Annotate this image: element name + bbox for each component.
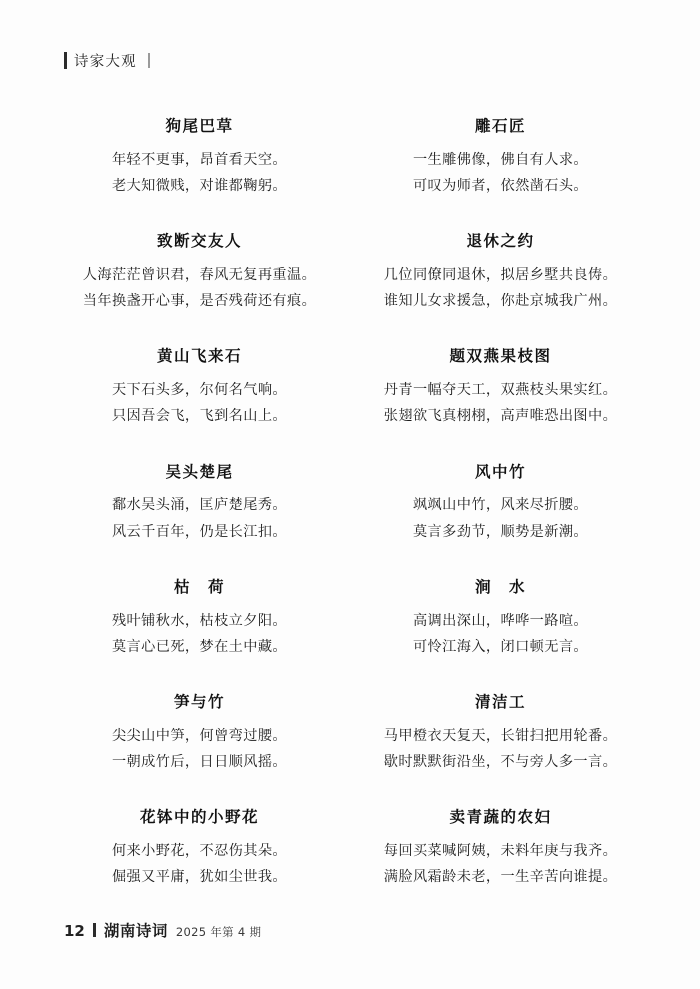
poem-line: 歇时默默街沿坐，不与旁人多一言。 xyxy=(383,754,618,771)
poem-line: 当年换盏开心事，是否残荷还有痕。 xyxy=(82,293,317,310)
poem-title: 清洁工 xyxy=(474,693,526,712)
poem-line: 飒飒山中竹，风来尽折腰。 xyxy=(412,497,589,514)
poem-entry xyxy=(361,801,640,916)
poem-line: 丹青一幅夺天工，双燕枝头果实红。 xyxy=(383,382,618,399)
poem-line: 莫言多劲节，顺势是新潮。 xyxy=(412,523,589,540)
header-rule-icon xyxy=(64,52,67,69)
poem-line: 每回买菜喊阿姨，未料年庚与我齐。 xyxy=(383,843,618,859)
poem-title: 致断交友人 xyxy=(156,232,242,251)
poem-entry xyxy=(60,571,339,686)
poem-title: 退休之约 xyxy=(466,232,535,251)
poem-entry xyxy=(361,110,640,225)
header-tail-icon xyxy=(148,53,150,68)
poem-line: 年轻不更事，昂首看天空。 xyxy=(111,151,288,168)
poem-title: 枯 荷 xyxy=(173,577,225,596)
poem-entry xyxy=(361,225,640,340)
poem-title: 笋与竹 xyxy=(173,693,225,712)
poem-title: 吴头楚尾 xyxy=(165,462,234,481)
poem-title: 题双燕果枝图 xyxy=(449,347,552,366)
poem-line: 莫言心已死，梦在土中藏。 xyxy=(111,638,288,655)
poem-title: 风中竹 xyxy=(474,462,526,481)
poem-entry xyxy=(60,110,339,225)
poem-entry xyxy=(60,225,339,340)
poem-title: 雕石匠 xyxy=(474,117,526,135)
poem-line: 老大知微贱，对谁都鞠躬。 xyxy=(111,177,288,194)
poem-title: 狗尾巴草 xyxy=(165,117,234,135)
poem-line: 几位同僚同退休，拟居乡墅共良俦。 xyxy=(383,266,618,283)
poem-line: 谁知儿女求援急，你赴京城我广州。 xyxy=(383,293,618,310)
poem-line: 只因吾会飞，飞到名山上。 xyxy=(111,408,288,425)
page-header xyxy=(64,50,150,71)
poem-entry xyxy=(60,801,339,916)
poem-title: 花钵中的小野花 xyxy=(139,808,259,827)
poem-line: 一生雕佛像，佛自有人求。 xyxy=(412,151,589,168)
poem-entry xyxy=(60,340,339,455)
poem-line: 马甲橙衣天复天，长钳扫把用轮番。 xyxy=(383,727,618,744)
poem-entry xyxy=(60,686,339,801)
poem-title: 涧 水 xyxy=(474,577,526,596)
poem-line: 天下石头多，尔何名气响。 xyxy=(111,382,288,399)
poem-line: 张翅欲飞真栩栩，高声唯恐出图中。 xyxy=(383,408,618,425)
poem-line: 一朝成竹后，日日顺风摇。 xyxy=(111,754,288,771)
poem-line: 人海茫茫曾识君，春风无复再重温。 xyxy=(82,266,317,283)
poem-line: 尖尖山中笋，何曾弯过腰。 xyxy=(111,727,288,744)
issue-label: 2025 年第 4 期 xyxy=(175,925,262,939)
page-footer xyxy=(64,919,261,941)
poem-entry xyxy=(361,571,640,686)
poem-title: 黄山飞来石 xyxy=(156,347,242,366)
journal-name: 湖南诗词 xyxy=(103,921,168,940)
poem-title: 卖青蔬的农妇 xyxy=(449,808,552,827)
poem-line: 鄱水吴头涌，匡庐楚尾秀。 xyxy=(111,497,288,514)
footer-rule-icon xyxy=(93,923,96,937)
poem-entry xyxy=(361,686,640,801)
poem-entry xyxy=(361,340,640,455)
poem-line: 倔强又平庸，犹如尘世我。 xyxy=(111,869,288,886)
poem-entry xyxy=(60,456,339,571)
poem-line: 可怜江海入，闭口顿无言。 xyxy=(412,638,589,655)
section-title: 诗家大观 xyxy=(74,54,137,70)
poem-line: 何来小野花，不忍伤其朵。 xyxy=(111,843,288,859)
poem-line: 残叶铺秋水，枯枝立夕阳。 xyxy=(111,612,288,629)
page-number: 12 xyxy=(64,922,85,940)
poem-entry xyxy=(361,456,640,571)
poem-line: 满脸风霜龄未老，一生辛苦向谁提。 xyxy=(383,869,618,886)
poem-grid xyxy=(60,110,640,917)
poem-line: 高调出深山，哗哗一路喧。 xyxy=(412,612,589,629)
poem-line: 可叹为师者，依然凿石头。 xyxy=(412,177,589,194)
poem-line: 风云千百年，仍是长江扣。 xyxy=(111,523,288,540)
